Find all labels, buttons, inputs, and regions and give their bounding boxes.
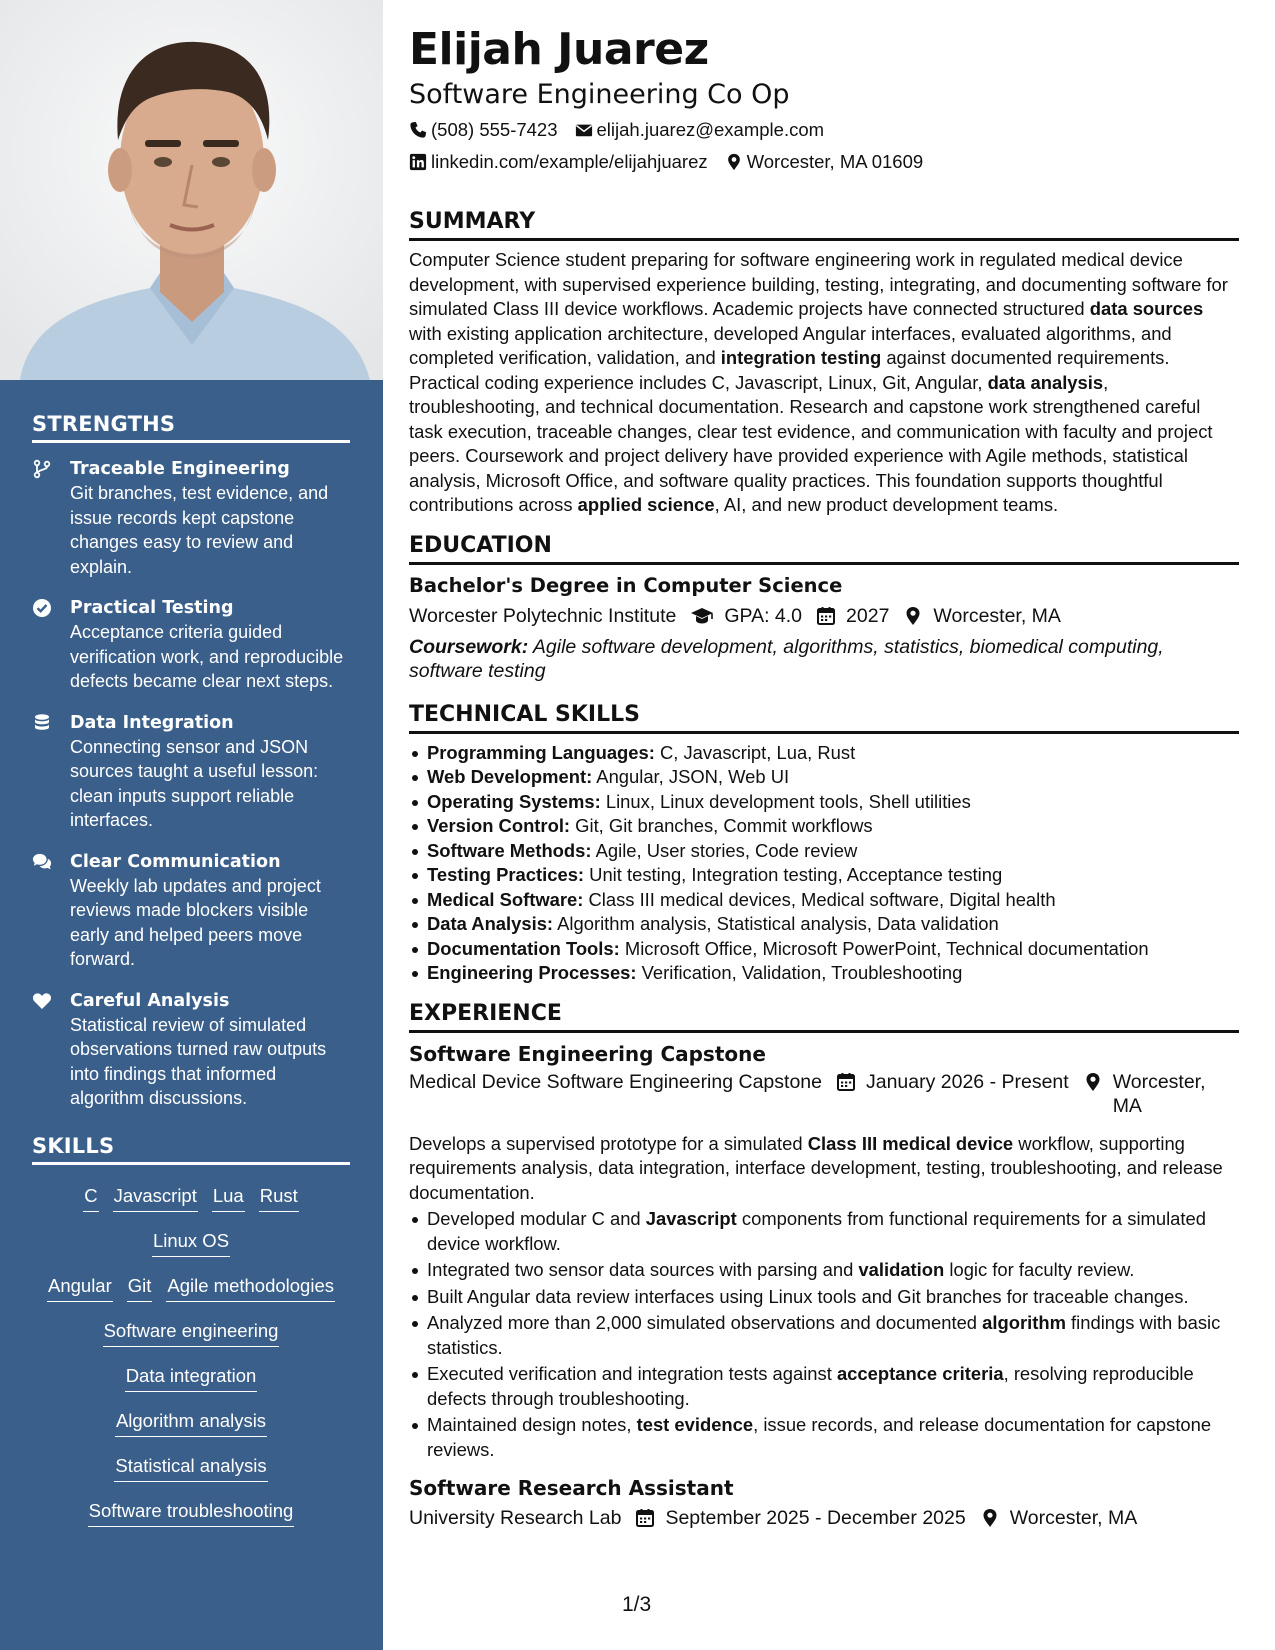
skill-tag: Javascript [113, 1183, 198, 1212]
list-item: Web Development: Angular, JSON, Web UI [409, 765, 1239, 790]
skill-tag: Algorithm analysis [115, 1408, 267, 1437]
skill-tag: Data integration [125, 1363, 258, 1392]
linkedin-icon [409, 153, 427, 171]
candidate-name: Elijah Juarez [409, 24, 709, 75]
strength-desc: Weekly lab updates and project reviews made blockers visible early and helped peers move forward. [70, 875, 321, 969]
strength-title: Traceable Engineering [70, 459, 290, 479]
skills-tags [32, 1173, 350, 1533]
summary-heading: SUMMARY [409, 208, 1239, 241]
job-bullets [409, 1207, 1239, 1462]
envelope-icon [575, 121, 593, 139]
technical-skills-list [409, 741, 1239, 986]
map-pin-icon [1083, 1072, 1103, 1092]
skill-tag: Agile methodologies [166, 1273, 335, 1302]
strength-desc: Connecting sensor and JSON sources taught a useful lesson: clean inputs support reliable interfaces. [70, 736, 319, 830]
contact-row-2 [409, 146, 1239, 178]
map-pin-icon [980, 1508, 1000, 1528]
linkedin-text: linkedin.com/example/elijahjuarez [431, 151, 708, 172]
job-meta [409, 1070, 1239, 1118]
job-location: Worcester, MA [980, 1506, 1138, 1530]
location-text: Worcester, MA 01609 [746, 151, 924, 172]
contact-row [409, 114, 1239, 146]
main-content [409, 0, 1239, 1530]
list-item: Maintained design notes, test evidence, issue records, and release documentation for capstone reviews. [409, 1413, 1239, 1462]
map-pin-icon [725, 153, 743, 171]
candidate-role: Software Engineering Co Op [409, 79, 790, 110]
job-title: Software Research Assistant [409, 1476, 734, 1500]
phone-icon [409, 121, 427, 139]
skill-tag: Lua [212, 1183, 245, 1212]
branch-icon [32, 457, 70, 579]
list-item: Built Angular data review interfaces using Linux tools and Git branches for traceable changes. [409, 1285, 1239, 1310]
list-item: Executed verification and integration tests against acceptance criteria, resolving reproducible defects through troubleshooting. [409, 1362, 1239, 1411]
job-org: University Research Lab [409, 1507, 622, 1529]
strength-title: Careful Analysis [70, 990, 230, 1011]
list-item: Data Analysis: Algorithm analysis, Statistical analysis, Data validation [409, 912, 1239, 937]
year-item: 2027 [816, 604, 889, 628]
education-location: Worcester, MA [903, 604, 1061, 628]
page-number: 1/3 [622, 1593, 652, 1616]
education-heading: EDUCATION [409, 532, 1239, 565]
technical-skills-heading: TECHNICAL SKILLS [409, 701, 1239, 734]
sidebar [0, 0, 383, 1650]
location-item [725, 146, 924, 178]
phone-text: (508) 555-7423 [431, 119, 558, 140]
list-item: Documentation Tools: Microsoft Office, Microsoft PowerPoint, Technical documentation [409, 937, 1239, 962]
skill-tag: Linux OS [152, 1228, 230, 1257]
strength-title: Practical Testing [70, 598, 234, 618]
skill-tag: Angular [47, 1273, 113, 1302]
list-item: Medical Software: Class III medical devices, Medical software, Digital health [409, 888, 1239, 913]
skill-tag: Git [127, 1273, 153, 1302]
list-item: Developed modular C and Javascript components from functional requirements for a simulated device workflow. [409, 1207, 1239, 1256]
strengths-heading: STRENGTHS [32, 412, 350, 443]
check-circle-icon [32, 596, 70, 694]
phone-item[interactable] [409, 114, 558, 146]
strength-item [32, 989, 351, 1111]
profile-photo [0, 0, 383, 380]
gpa-item: GPA: 4.0 [690, 604, 802, 628]
skill-tag: C [83, 1183, 98, 1212]
calendar-icon [836, 1072, 856, 1092]
list-item: Operating Systems: Linux, Linux development tools, Shell utilities [409, 790, 1239, 815]
strength-desc: Git branches, test evidence, and issue records kept capstone changes easy to review and explain. [70, 483, 329, 577]
email-text: elijah.juarez@example.com [596, 119, 825, 140]
strength-title: Data Integration [70, 712, 234, 733]
job-org: Medical Device Software Engineering Capstone [409, 1070, 822, 1093]
job-dates: January 2026 - Present [836, 1070, 1069, 1094]
list-item: Testing Practices: Unit testing, Integration testing, Acceptance testing [409, 863, 1239, 888]
calendar-icon [816, 606, 836, 626]
strength-item [32, 850, 351, 972]
strength-item [32, 711, 351, 833]
strength-item [32, 457, 351, 579]
list-item: Engineering Processes: Verification, Validation, Troubleshooting [409, 961, 1239, 986]
skill-tag: Software engineering [103, 1318, 280, 1347]
skill-tag: Statistical analysis [114, 1453, 267, 1482]
email-item[interactable] [575, 114, 825, 146]
school-name: Worcester Polytechnic Institute [409, 604, 677, 627]
degree-title: Bachelor's Degree in Computer Science [409, 573, 843, 597]
summary-text: Computer Science student preparing for software engineering work in regulated medical device development, with supervised experience building, testing, integrating, and documenting software for simulated Class III device workflows. Academic projects have connected structured data sources with existing application architecture, developed Angular interfaces, evaluated algorithms, and completed verification, validation, and integration testing against documented requirements. Practical coding experience includes C, Javascript, Linux, Git, Angular, data analysis, troubleshooting, and technical documentation. Research and capstone work strengthened careful task execution, traceable changes, clear test evidence, and communication with faculty and project peers. Coursework and project delivery have provided experience with Agile methods, statistical analysis, Microsoft Office, and software quality practices. This foundation supports thoughtful contributions across applied science, AI, and new product development teams. [409, 249, 1228, 515]
skill-tag: Rust [259, 1183, 299, 1212]
calendar-icon [635, 1508, 655, 1528]
strength-desc: Acceptance criteria guided verification work, and reproducible defects became clear next steps. [70, 622, 344, 691]
list-item: Analyzed more than 2,000 simulated observations and documented algorithm findings with basic statistics. [409, 1311, 1239, 1360]
job-location: Worcester, MA [1083, 1070, 1213, 1118]
job-meta [409, 1506, 1239, 1530]
list-item: Integrated two sensor data sources with parsing and validation logic for faculty review. [409, 1258, 1239, 1283]
chat-icon [32, 850, 70, 972]
strength-item [32, 596, 351, 694]
person-portrait-icon [0, 0, 383, 380]
job-title: Software Engineering Capstone [409, 1041, 766, 1066]
job-dates: September 2025 - December 2025 [635, 1506, 965, 1530]
strength-title: Clear Communication [70, 851, 281, 872]
heart-icon [32, 989, 70, 1111]
skills-heading: SKILLS [32, 1134, 350, 1165]
list-item: Software Methods: Agile, User stories, Code review [409, 839, 1239, 864]
list-item: Version Control: Git, Git branches, Commit workflows [409, 814, 1239, 839]
database-icon [32, 711, 70, 833]
skill-tag: Software troubleshooting [88, 1498, 295, 1527]
linkedin-item[interactable] [409, 146, 708, 178]
coursework: Coursework: Agile software development, algorithms, statistics, biomedical computing, software testing [409, 635, 1164, 682]
map-pin-icon [903, 606, 923, 626]
job-description: Develops a supervised prototype for a simulated Class III medical device workflow, supporting requirements analysis, data integration, interface development, testing, troubleshooting, and release documentation. [409, 1132, 1223, 1203]
experience-heading: EXPERIENCE [409, 1000, 1239, 1033]
list-item: Programming Languages: C, Javascript, Lua, Rust [409, 741, 1239, 766]
graduation-cap-icon [690, 606, 714, 626]
strength-desc: Statistical review of simulated observations turned raw outputs into findings that informed algorithm discussions. [70, 1014, 327, 1108]
education-meta [409, 604, 1239, 628]
